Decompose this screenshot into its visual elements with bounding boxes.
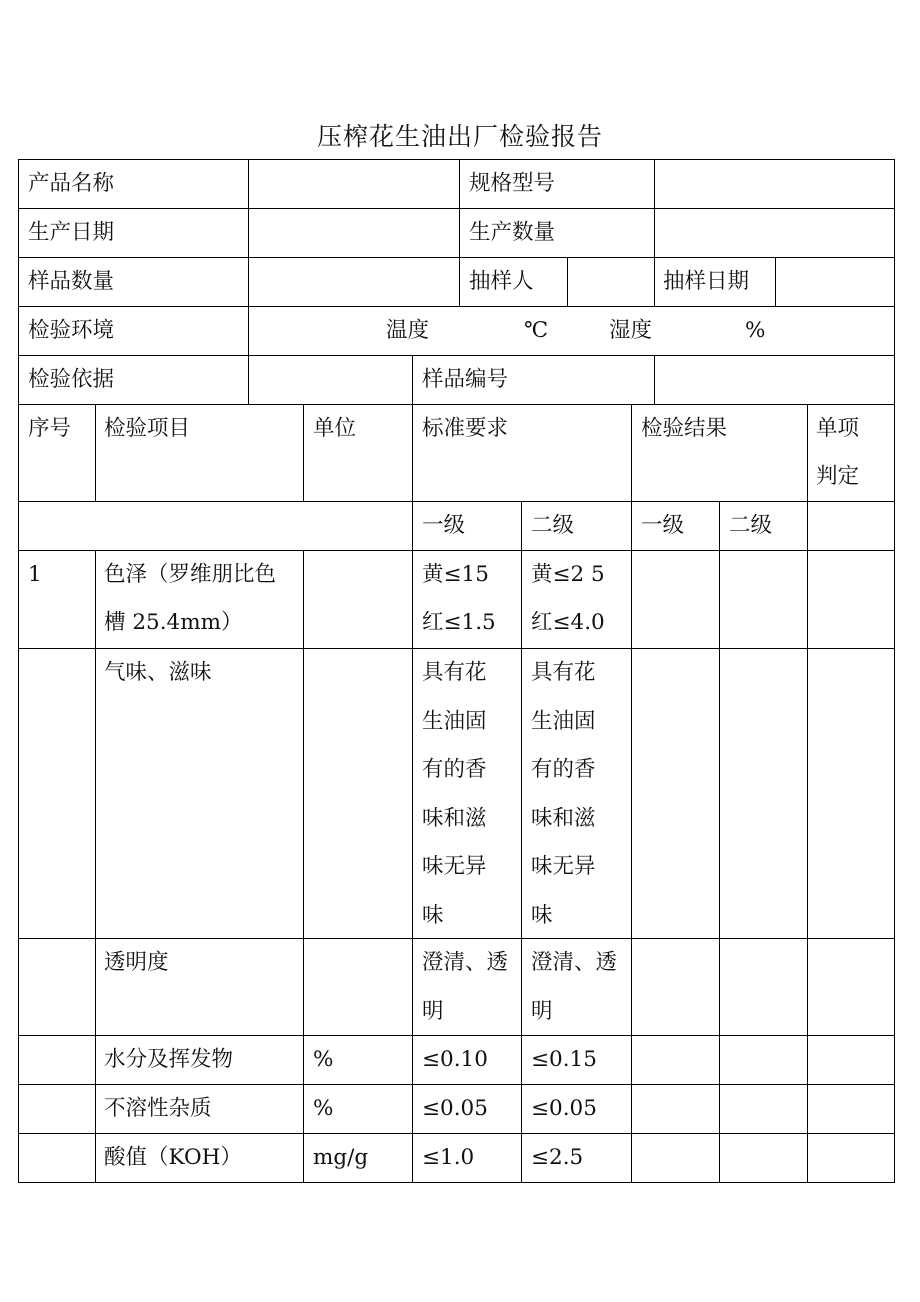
report-title: 压榨花生油出厂检验报告 — [316, 122, 603, 151]
row-grade2: 具有花生油固有的香味和滋味无异味 — [531, 660, 596, 928]
row-grade1-line2: 红≤1.5 — [422, 610, 496, 635]
env-label: 检验环境 — [28, 318, 115, 343]
sampler-label: 抽样人 — [469, 269, 534, 294]
col-unit: 单位 — [313, 416, 357, 441]
col-item: 检验项目 — [104, 416, 191, 441]
row-no: 1 — [28, 562, 42, 587]
col-grade2: 二级 — [531, 513, 575, 538]
col-grade1-result: 一级 — [641, 513, 685, 538]
col-standard: 标准要求 — [422, 416, 509, 441]
row-item-line2: 槽 25.4mm） — [104, 610, 243, 635]
sample-date-label: 抽样日期 — [663, 269, 750, 294]
production-qty-label: 生产数量 — [469, 220, 556, 245]
humidity-label: 湿度 — [609, 318, 653, 343]
row-item: 不溶性杂质 — [104, 1096, 212, 1121]
col-result: 检验结果 — [641, 416, 728, 441]
row-grade2-line1: 黄≤2 5 — [531, 562, 605, 587]
row-grade1: 澄清、透明 — [422, 950, 509, 1024]
row-item-line1: 色泽（罗维朋比色 — [104, 562, 277, 587]
col-grade2-result: 二级 — [729, 513, 773, 538]
production-date-label: 生产日期 — [28, 220, 115, 245]
row-grade2: ≤2.5 — [531, 1145, 584, 1170]
row-grade2: ≤0.15 — [531, 1047, 597, 1072]
row-unit: % — [313, 1047, 334, 1072]
row-grade1: ≤0.10 — [422, 1047, 488, 1072]
temperature-label: 温度 — [386, 318, 430, 343]
col-verdict-line1: 单项 — [816, 416, 860, 441]
row-item: 酸值（KOH） — [104, 1145, 242, 1170]
row-grade2: 澄清、透明 — [531, 950, 618, 1024]
sample-no-label: 样品编号 — [422, 367, 509, 392]
row-grade1: ≤1.0 — [422, 1145, 475, 1170]
row-grade1-line1: 黄≤15 — [422, 562, 489, 587]
row-grade2-line2: 红≤4.0 — [531, 610, 605, 635]
row-unit: % — [313, 1096, 334, 1121]
row-unit: mg/g — [313, 1145, 369, 1170]
row-grade2: ≤0.05 — [531, 1096, 597, 1121]
humidity-unit: % — [745, 318, 766, 343]
row-grade1: ≤0.05 — [422, 1096, 488, 1121]
product-name-label: 产品名称 — [28, 171, 115, 196]
basis-label: 检验依据 — [28, 367, 115, 392]
row-item: 气味、滋味 — [104, 660, 212, 685]
spec-label: 规格型号 — [469, 171, 556, 196]
row-grade1: 具有花生油固有的香味和滋味无异味 — [422, 660, 487, 928]
row-item: 水分及挥发物 — [104, 1047, 234, 1072]
temperature-unit: ℃ — [524, 318, 549, 343]
sample-qty-label: 样品数量 — [28, 269, 115, 294]
row-item: 透明度 — [104, 950, 169, 975]
col-no: 序号 — [28, 416, 72, 441]
col-verdict-line2: 判定 — [816, 464, 860, 489]
col-grade1: 一级 — [422, 513, 466, 538]
